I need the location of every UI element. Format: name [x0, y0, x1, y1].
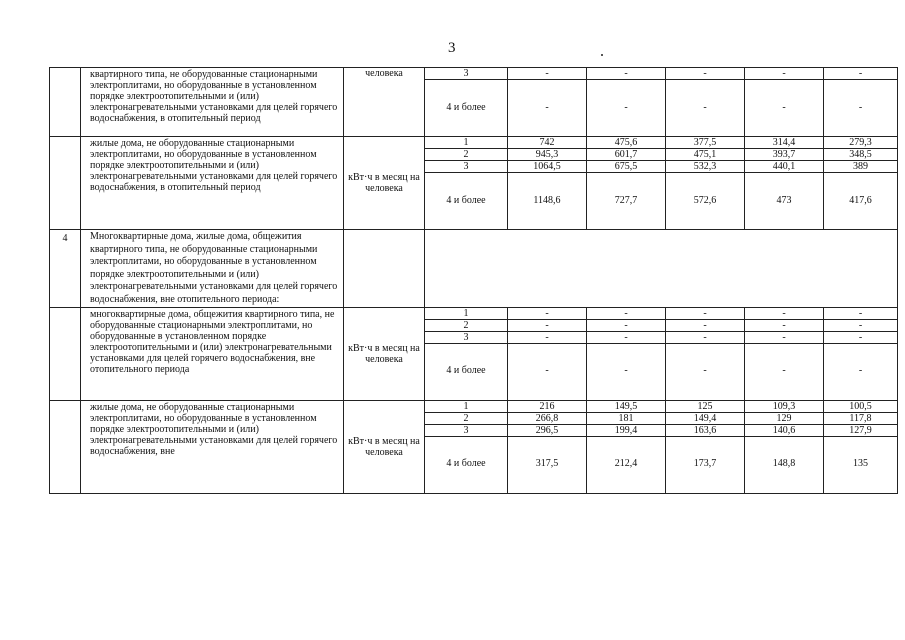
description-cell: многоквартирные дома, общежития квартирного типа, не оборудованные стационарными электроплитами, но оборудованные в установленном порядке электроотопительными и (или) электронагревательными установками для целей горячего водоснабжения, вне отопительного периода — [81, 307, 344, 400]
value-cell: 135 — [824, 436, 898, 493]
value-cell: 1148,6 — [508, 173, 587, 230]
rooms-cell: 2 — [425, 149, 508, 161]
rooms-cell: 4 и более — [425, 173, 508, 230]
value-cell: 377,5 — [666, 137, 745, 149]
value-cell: - — [824, 343, 898, 400]
value-cell: 266,8 — [508, 412, 587, 424]
row-number-cell — [50, 137, 81, 230]
value-cell: 125 — [666, 400, 745, 412]
empty-values-cell — [425, 230, 898, 308]
value-cell: 212,4 — [587, 436, 666, 493]
value-cell: 127,9 — [824, 424, 898, 436]
unit-cell: кВт·ч в месяц на человека — [344, 400, 425, 493]
value-cell: - — [666, 307, 745, 319]
value-cell: 675,5 — [587, 161, 666, 173]
value-cell: 173,7 — [666, 436, 745, 493]
value-cell: - — [824, 307, 898, 319]
value-cell: 149,4 — [666, 412, 745, 424]
rooms-cell: 1 — [425, 137, 508, 149]
value-cell: 727,7 — [587, 173, 666, 230]
value-cell: 296,5 — [508, 424, 587, 436]
rooms-cell: 4 и более — [425, 80, 508, 137]
value-cell: 532,3 — [666, 161, 745, 173]
value-cell: - — [745, 343, 824, 400]
value-cell: - — [587, 331, 666, 343]
row-number-cell: 4 — [50, 230, 81, 308]
value-cell: - — [666, 343, 745, 400]
value-cell: 475,6 — [587, 137, 666, 149]
value-cell: - — [508, 80, 587, 137]
value-cell: 216 — [508, 400, 587, 412]
description-cell: жилые дома, не оборудованные стационарными электроплитами, но оборудованные в установленном порядке электроотопительными и (или) электронагревательными установками для целей горячего водоснабжения, вне — [81, 400, 344, 493]
value-cell: 1064,5 — [508, 161, 587, 173]
value-cell: - — [745, 331, 824, 343]
value-cell: - — [508, 331, 587, 343]
value-cell: 601,7 — [587, 149, 666, 161]
value-cell: - — [666, 68, 745, 80]
row-number-cell — [50, 68, 81, 137]
value-cell: - — [587, 80, 666, 137]
value-cell: 348,5 — [824, 149, 898, 161]
value-cell: 314,4 — [745, 137, 824, 149]
value-cell: 417,6 — [824, 173, 898, 230]
value-cell: - — [508, 343, 587, 400]
scan-dot-mark — [601, 54, 603, 56]
rooms-cell: 2 — [425, 412, 508, 424]
value-cell: 393,7 — [745, 149, 824, 161]
value-cell: 440,1 — [745, 161, 824, 173]
value-cell: 317,5 — [508, 436, 587, 493]
value-cell: - — [824, 80, 898, 137]
table-row — [50, 307, 898, 319]
value-cell: 163,6 — [666, 424, 745, 436]
description-cell: квартирного типа, не оборудованные стационарными электроплитами, но оборудованные в установленном порядке электроотопительными и (или) электронагревательными установками для целей горячего водоснабжения, в отопительный период — [81, 68, 344, 137]
value-cell: 109,3 — [745, 400, 824, 412]
value-cell: - — [508, 319, 587, 331]
value-cell: 389 — [824, 161, 898, 173]
value-cell: - — [824, 331, 898, 343]
value-cell: 181 — [587, 412, 666, 424]
row-number-cell — [50, 307, 81, 400]
rooms-cell: 3 — [425, 424, 508, 436]
value-cell: 742 — [508, 137, 587, 149]
value-cell: 148,8 — [745, 436, 824, 493]
value-cell: - — [666, 331, 745, 343]
rooms-cell: 1 — [425, 400, 508, 412]
value-cell: - — [587, 343, 666, 400]
value-cell: - — [666, 319, 745, 331]
value-cell: 100,5 — [824, 400, 898, 412]
value-cell: 129 — [745, 412, 824, 424]
rooms-cell: 3 — [425, 331, 508, 343]
value-cell: 572,6 — [666, 173, 745, 230]
row-number-cell — [50, 400, 81, 493]
table-row — [50, 400, 898, 412]
consumption-norms-table — [49, 67, 898, 494]
unit-cell: кВт·ч в месяц на человека — [344, 137, 425, 230]
value-cell: - — [824, 319, 898, 331]
unit-cell: человека — [344, 68, 425, 137]
value-cell: 140,6 — [745, 424, 824, 436]
rooms-cell: 3 — [425, 68, 508, 80]
description-cell: жилые дома, не оборудованные стационарными электроплитами, но оборудованные в установленном порядке электроотопительными и (или) электронагревательными установками для целей горячего водоснабжения, в отопительный период — [81, 137, 344, 230]
value-cell: - — [824, 68, 898, 80]
value-cell: 473 — [745, 173, 824, 230]
value-cell: 475,1 — [666, 149, 745, 161]
value-cell: - — [745, 319, 824, 331]
rooms-cell: 4 и более — [425, 343, 508, 400]
section-header-row — [50, 230, 898, 308]
value-cell: 199,4 — [587, 424, 666, 436]
value-cell: - — [745, 68, 824, 80]
value-cell: - — [745, 307, 824, 319]
rooms-cell: 2 — [425, 319, 508, 331]
value-cell: - — [508, 307, 587, 319]
table-row — [50, 137, 898, 149]
value-cell: 149,5 — [587, 400, 666, 412]
table-row — [50, 68, 898, 80]
value-cell: - — [587, 307, 666, 319]
rooms-cell: 4 и более — [425, 436, 508, 493]
value-cell: 279,3 — [824, 137, 898, 149]
page-number: 3 — [448, 40, 456, 56]
value-cell: 945,3 — [508, 149, 587, 161]
value-cell: - — [587, 68, 666, 80]
rooms-cell: 1 — [425, 307, 508, 319]
value-cell: - — [587, 319, 666, 331]
value-cell: - — [508, 68, 587, 80]
unit-cell: кВт·ч в месяц на человека — [344, 307, 425, 400]
unit-cell — [344, 230, 425, 308]
section-description-cell: Многоквартирные дома, жилые дома, общежития квартирного типа, не оборудованные стационарными электроплитами, но оборудованные в установленном порядке электроотопительными и (или) электронагревательными установками для целей горячего водоснабжения, вне отопительного периода: — [81, 230, 344, 308]
rooms-cell: 3 — [425, 161, 508, 173]
value-cell: - — [745, 80, 824, 137]
value-cell: - — [666, 80, 745, 137]
value-cell: 117,8 — [824, 412, 898, 424]
